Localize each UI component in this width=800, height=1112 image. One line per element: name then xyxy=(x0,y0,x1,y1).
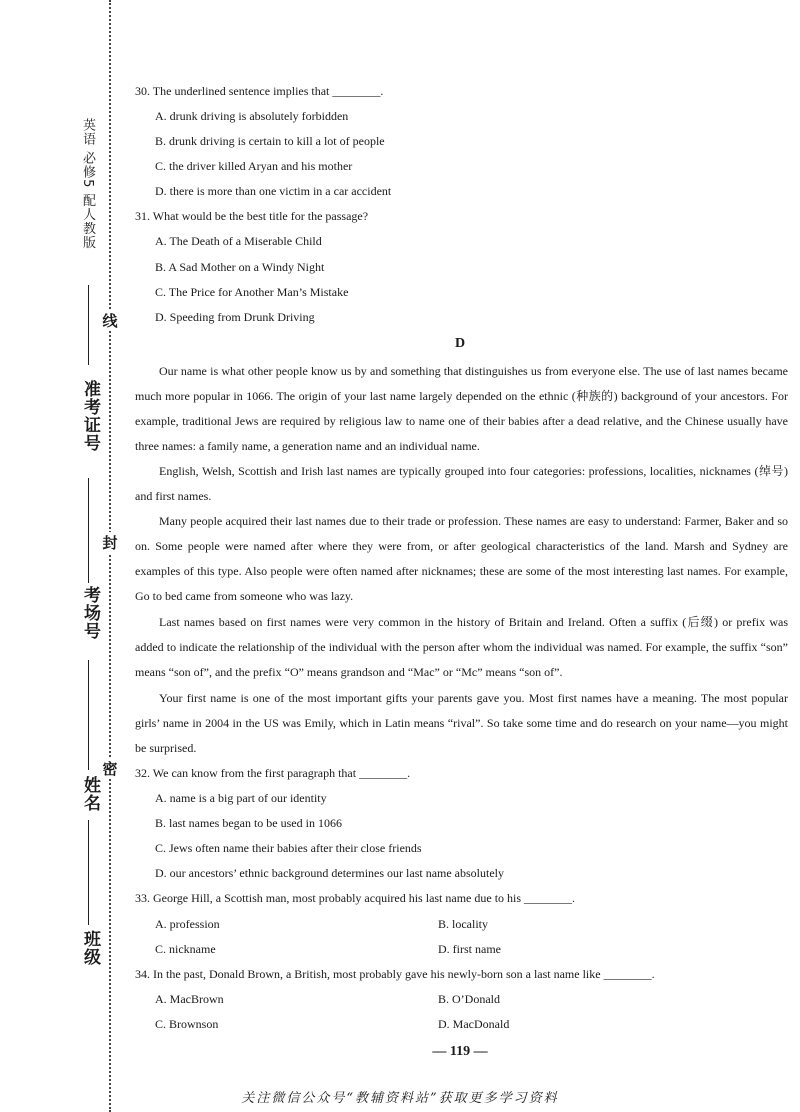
q31-option-b: B. A Sad Mother on a Windy Night xyxy=(155,260,325,274)
passage-paragraph-5 xyxy=(135,686,788,761)
seal-char-line: 线 xyxy=(102,312,118,330)
passage-paragraph-4-text: Last names based on first names were very common in the history of Britain and Ireland. Often a suffix (后缀) or prefix was added to indicate the relationship of the individual with the person after whom the individual was named. For example, the suffix “son” means “son of”, and the prefix “O” means grandson and “Mac” or “Mc” means “son of”. xyxy=(135,615,788,680)
footer-note: 关注微信公众号“教辅资料站”获取更多学习资料 xyxy=(241,1091,559,1106)
q33-stem: 33. George Hill, a Scottish man, most probably acquired his last name due to his ________. xyxy=(135,891,576,905)
section-title: D xyxy=(454,336,466,351)
field-exam-room: 考场号 xyxy=(80,586,100,640)
field-underline xyxy=(88,820,89,925)
passage-paragraph-4 xyxy=(135,610,788,685)
page-number: — 119 — xyxy=(432,1044,488,1059)
q31-option-a: A. The Death of a Miserable Child xyxy=(155,234,322,248)
passage-paragraph-1-text: Our name is what other people know us by and something that distinguishes us from everyone else. The use of last names became much more popular in 1066. The origin of your last name largely depended on the ethnic (种族的) background of your ancestors. For example, traditional Jews are required by religious law to name one of their babies after a dead relative, and the Chinese usually have three names: a family name, a generation name and an individual name. xyxy=(135,364,788,454)
q32-option-d: D. our ancestors’ ethnic background determines our last name absolutely xyxy=(155,866,505,880)
q30-option-c: C. the driver killed Aryan and his mother xyxy=(155,159,353,173)
passage-paragraph-2 xyxy=(135,459,788,509)
seal-char-seal: 封 xyxy=(102,534,118,552)
q34-option-a: A. MacBrown xyxy=(155,992,224,1006)
q34-option-d: D. MacDonald xyxy=(438,1017,510,1031)
q30-option-b: B. drunk driving is certain to kill a lot of people xyxy=(155,134,385,148)
passage-paragraph-3-text: Many people acquired their last names due to their trade or profession. These names are easy to understand: Farmer, Baker and so on. Some people were named after where they were from, or after geological characteristics of the land. Marsh and Sydney are examples of this type. Also people were often named after nicknames; these are some of the most interesting last names. For example, Go to bed came from someone who was lazy. xyxy=(135,514,788,604)
q33-option-b: B. locality xyxy=(438,917,488,931)
q32-option-c: C. Jews often name their babies after their close friends xyxy=(155,841,422,855)
q34-stem: 34. In the past, Donald Brown, a British, most probably gave his newly-born son a last name like ________. xyxy=(135,967,655,981)
q32-option-a: A. name is a big part of our identity xyxy=(155,791,327,805)
q32-option-b: B. last names began to be used in 1066 xyxy=(155,816,342,830)
q31-option-d: D. Speeding from Drunk Driving xyxy=(155,310,315,324)
passage-paragraph-1 xyxy=(135,359,788,459)
subject-label: 英语 必修5 配人教版 xyxy=(80,118,95,250)
passage-paragraph-5-text: Your first name is one of the most important gifts your parents gave you. Most first names have a meaning. The most popular girls’ name in 2004 in the US was Emily, which in Latin means “rival”. So take some time and do research on your name—you might be surprised. xyxy=(135,691,788,756)
field-underline xyxy=(88,478,89,583)
field-underline xyxy=(88,285,89,365)
q31-stem: 31. What would be the best title for the passage? xyxy=(135,209,369,223)
q30-stem: 30. The underlined sentence implies that ________. xyxy=(135,84,384,98)
q30-option-a: A. drunk driving is absolutely forbidden xyxy=(155,109,349,123)
q30-option-d: D. there is more than one victim in a car accident xyxy=(155,184,392,198)
passage-paragraph-2-text: English, Welsh, Scottish and Irish last names are typically grouped into four categories: professions, localities, nicknames (绰号) and first names. xyxy=(135,464,788,504)
q32-stem: 32. We can know from the first paragraph that ________. xyxy=(135,766,411,780)
q31-option-c: C. The Price for Another Man’s Mistake xyxy=(155,285,349,299)
field-underline xyxy=(88,660,89,770)
seal-char-secret: 密 xyxy=(102,760,118,778)
binding-dotted-line xyxy=(109,0,111,1112)
q34-option-c: C. Brownson xyxy=(155,1017,219,1031)
field-exam-id: 准考证号 xyxy=(80,380,100,452)
passage-paragraph-3 xyxy=(135,509,788,609)
field-name: 姓名 xyxy=(80,776,100,812)
field-class: 班级 xyxy=(80,930,100,966)
q33-option-a: A. profession xyxy=(155,917,220,931)
q33-option-d: D. first name xyxy=(438,942,501,956)
q34-option-b: B. O’Donald xyxy=(438,992,500,1006)
q33-option-c: C. nickname xyxy=(155,942,216,956)
